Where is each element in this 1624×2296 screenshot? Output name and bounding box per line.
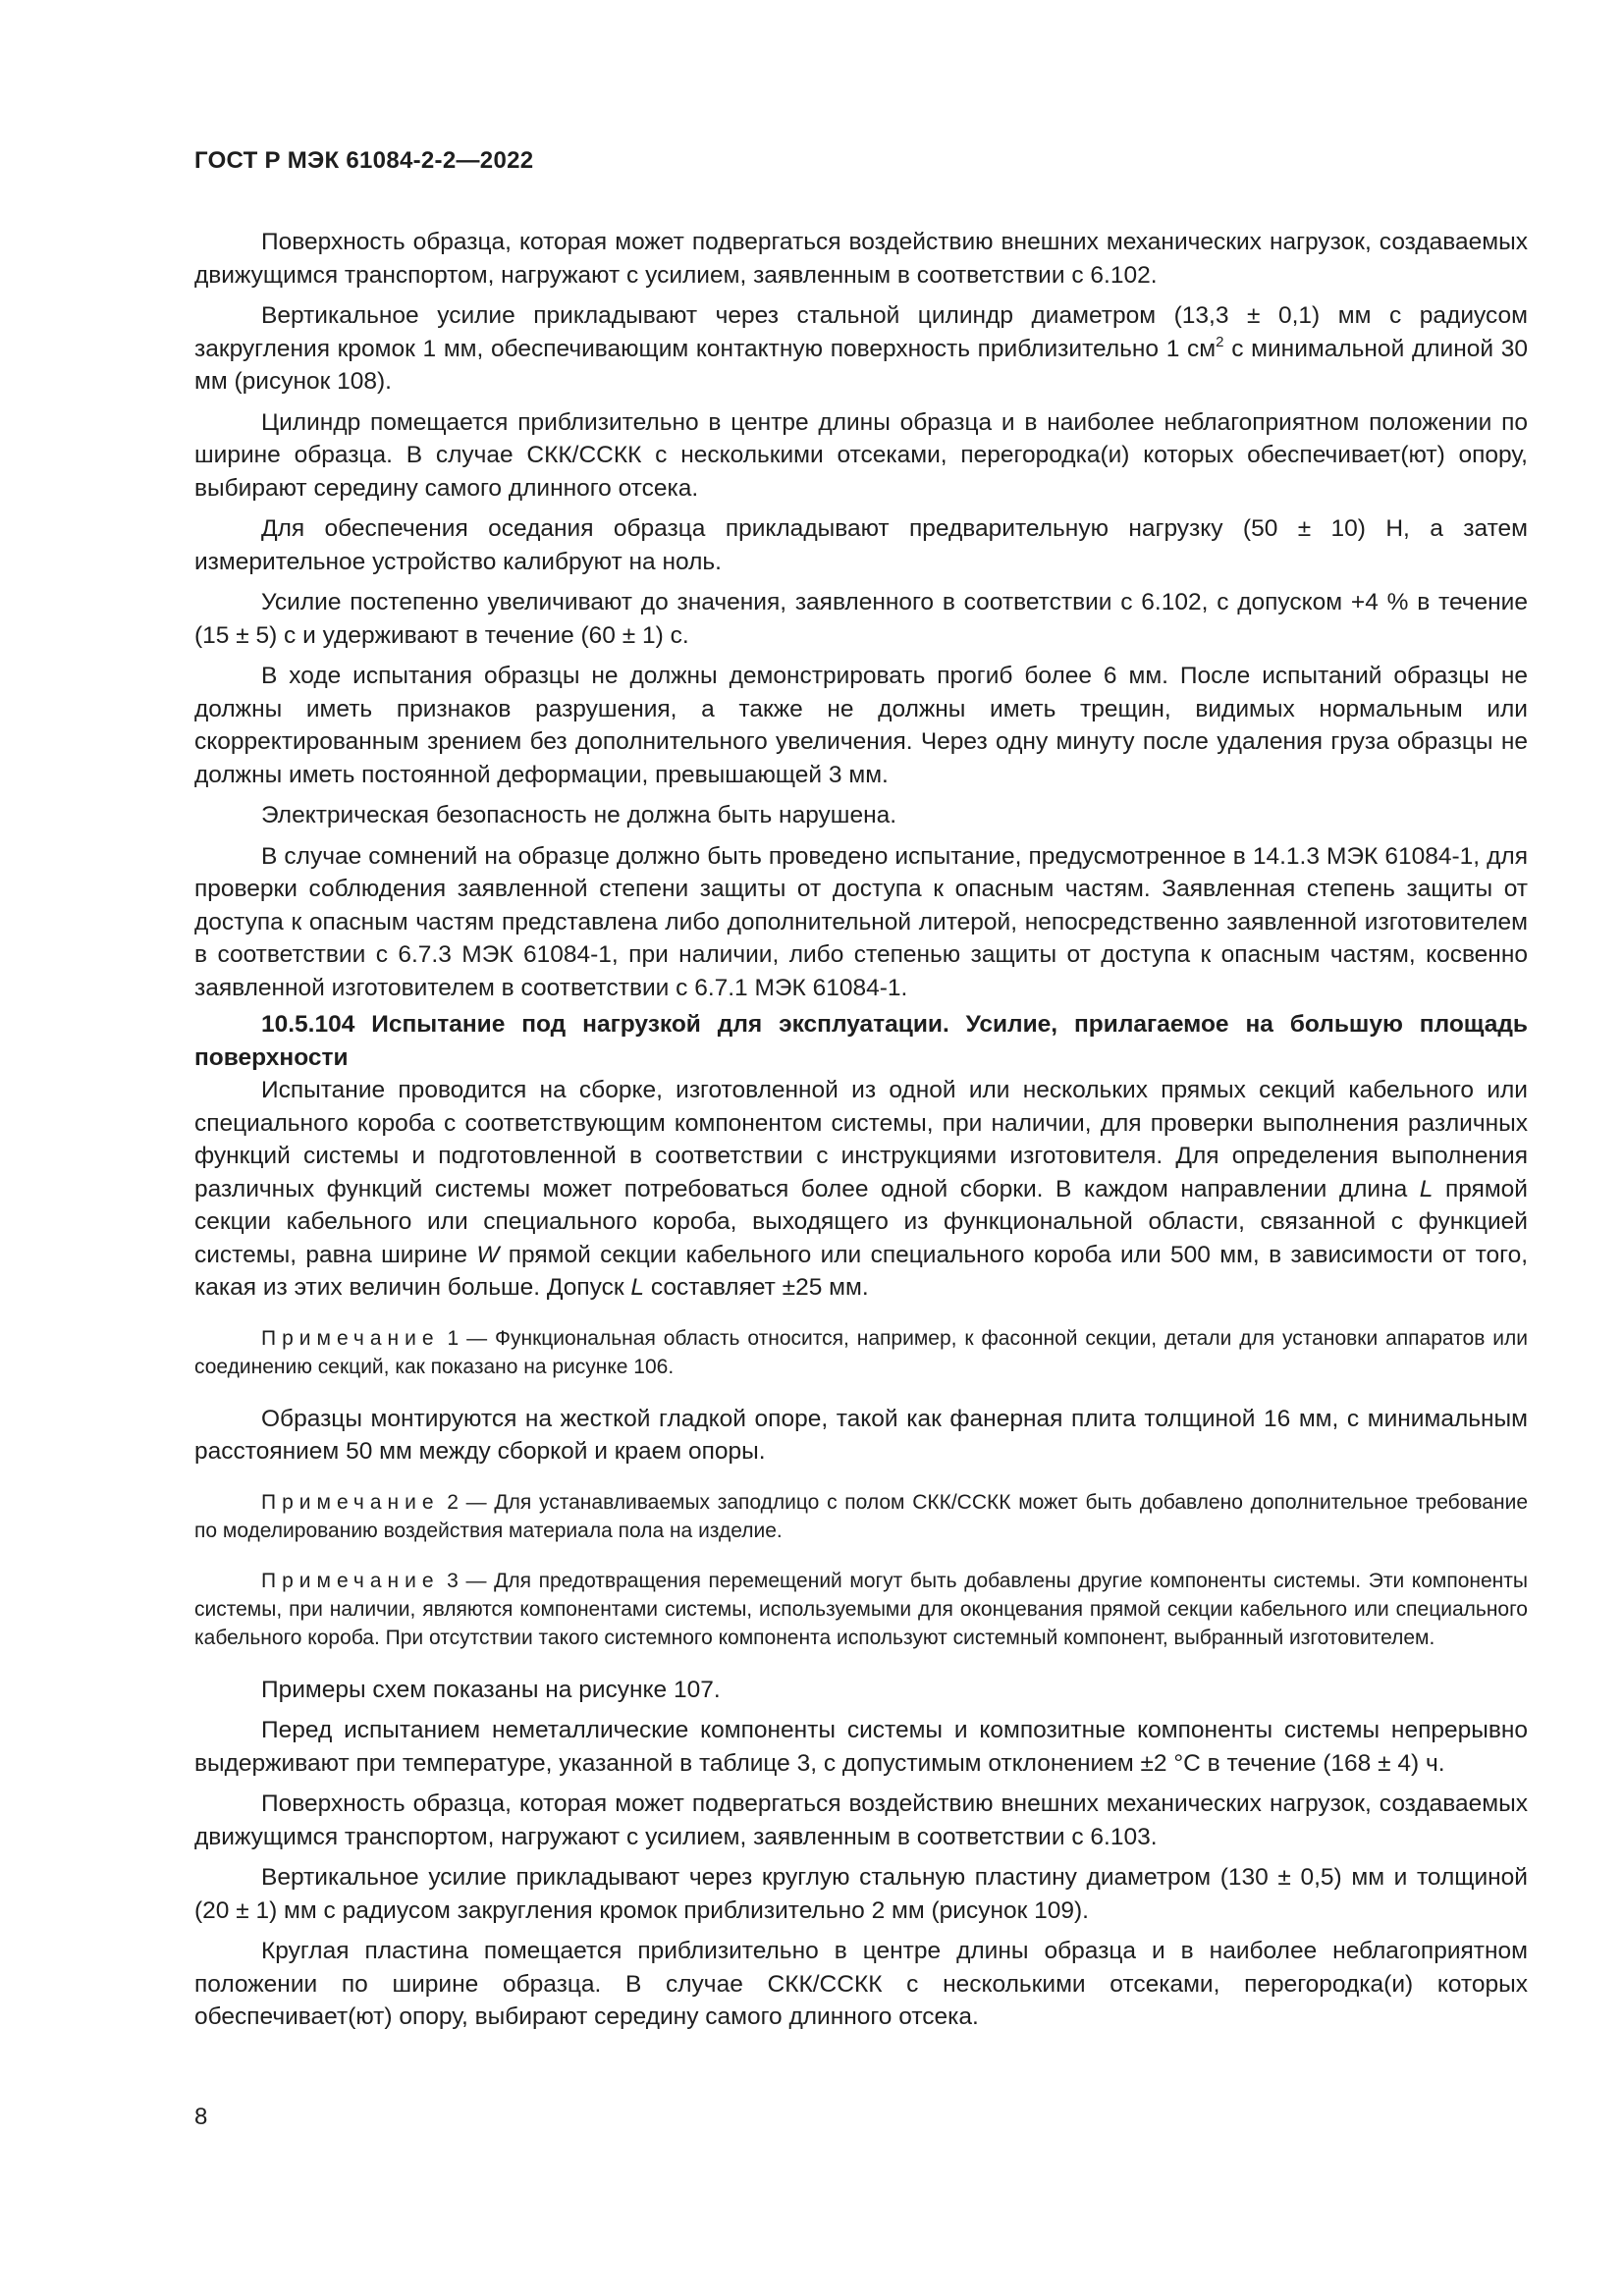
paragraph-assembly-test xyxy=(194,1074,1528,1305)
note-label: Примечание xyxy=(261,1326,440,1350)
note-2 xyxy=(194,1488,1528,1545)
paragraph-examples: Примеры схем показаны на рисунке 107. xyxy=(261,1676,721,1703)
paragraph-preload: Для обеспечения оседания образца прикладывают предварительную нагрузку (50 ± 10) Н, а затем измерительное устройство калибруют на ноль. xyxy=(194,515,1528,575)
superscript: 2 xyxy=(1216,333,1224,350)
symbol-W: W xyxy=(476,1241,500,1268)
paragraph-text: прямой секции кабельного или специального короба, выходящего из функциональной области, связанной с функцией системы, равна ширине xyxy=(194,1175,1528,1268)
section-heading-10-5-104: 10.5.104 Испытание под нагрузкой для эксплуатации. Усилие, прилагаемое на большую площадь поверхности xyxy=(194,1011,1528,1071)
paragraph-cylinder-position: Цилиндр помещается приблизительно в центре длины образца и в наиболее неблагоприятном положении по ширине образца. В случае СКК/ССКК с несколькими отсеками, перегородка(и) которых обеспечивает(ют) опору, выбирают середину самого длинного отсека. xyxy=(194,408,1528,502)
document-header: ГОСТ Р МЭК 61084-2-2—2022 xyxy=(194,147,534,174)
paragraph-text: Испытание проводится на сборке, изготовленной из одной или нескольких прямых секций кабельного или специального короба с соответствующим компонентом системы, при наличии, для проверки выполнения различных функций системы и подготовленной в соответствии с инструкциями изготовителя. Для определения выполнения различных функций системы может потребоваться более одной сборки. В каждом направлении длина xyxy=(194,1077,1528,1202)
paragraph-surface-load-6-103: Поверхность образца, которая может подвергаться воздействию внешних механических нагрузок, создаваемых движущимся транспортом, нагружают с усилием, заявленным в соответствии с 6.103. xyxy=(194,1790,1528,1850)
symbol-L: L xyxy=(1419,1175,1434,1202)
note-text: 1 — Функциональная область относится, например, к фасонной секции, детали для установки аппаратов или соединению секций, как показано на рисунке 106. xyxy=(194,1326,1528,1378)
paragraph-doubt-test: В случае сомнений на образце должно быть проведено испытание, предусмотренное в 14.1.3 МЭК 61084-1, для проверки соблюдения заявленной степени защиты от доступа к опасным частям. Заявленная степень защиты от доступа к опасным частям представлена либо дополнительной литерой, непосредственно заявленной изготовителем в соответствии с 6.7.3 МЭК 61084-1, при наличии, либо степенью защиты от доступа к опасным частям, косвенно заявленной изготовителем в соответствии с 6.7.1 МЭК 61084-1. xyxy=(194,842,1528,1001)
note-label: Примечание xyxy=(261,1490,440,1514)
paragraph-vertical-force-plate: Вертикальное усилие прикладывают через круглую стальную пластину диаметром (130 ± 0,5) мм и толщиной (20 ± 1) мм с радиусом закругления кромок приблизительно 2 мм (рисунок 109). xyxy=(194,1864,1528,1924)
page-number: 8 xyxy=(194,2104,208,2130)
note-3 xyxy=(194,1567,1528,1652)
paragraph-electrical-safety: Электрическая безопасность не должна быть нарушена. xyxy=(261,802,897,828)
note-1 xyxy=(194,1324,1528,1381)
paragraph-text: прямой секции кабельного или специального короба или 500 мм, в зависимости от того, какая из этих величин больше. Допуск xyxy=(194,1241,1528,1301)
paragraph-mounting: Образцы монтируются на жесткой гладкой опоре, такой как фанерная плита толщиной 16 мм, с минимальным расстоянием 50 мм между сборкой и краем опоры. xyxy=(194,1405,1528,1465)
paragraph-text: Вертикальное усилие прикладывают через стальной цилиндр диаметром (13,3 ± 0,1) мм с радиусом закругления кромок 1 мм, обеспечивающим контактную поверхность приблизительно 1 см xyxy=(194,302,1528,362)
paragraph-conditioning: Перед испытанием неметаллические компоненты системы и композитные компоненты системы непрерывно выдерживают при температуре, указанной в таблице 3, с допустимым отклонением ±2 °С в течение (168 ± 4) ч. xyxy=(194,1717,1528,1777)
paragraph-text: составляет ±25 мм. xyxy=(644,1274,869,1301)
symbol-L: L xyxy=(630,1274,645,1301)
paragraph-force-increase: Усилие постепенно увеличивают до значения, заявленного в соответствии с 6.102, с допуском +4 % в течение (15 ± 5) с и удерживают в течение (60 ± 1) с. xyxy=(194,589,1528,649)
paragraph-vertical-force-cylinder xyxy=(194,299,1528,399)
paragraph-text: с минимальной длиной 30 мм (рисунок 108). xyxy=(194,335,1529,395)
paragraph-plate-position: Круглая пластина помещается приблизительно в центре длины образца и в наиболее неблагоприятном положении по ширине образца. В случае СКК/ССКК с несколькими отсеками, перегородка(и) которых обеспечивает(ют) опору, выбирают середину самого длинного отсека. xyxy=(194,1938,1528,2030)
note-text: 2 — Для устанавливаемых заподлицо с полом СКК/ССКК может быть добавлено дополнительное требование по моделированию воздействия материала пола на изделие. xyxy=(194,1490,1528,1542)
document-body xyxy=(194,226,1528,2034)
document-page xyxy=(194,147,1528,2034)
note-label: Примечание xyxy=(261,1569,440,1592)
paragraph-deflection-criteria: В ходе испытания образцы не должны демонстрировать прогиб более 6 мм. После испытаний образцы не должны иметь признаков разрушения, а также не должны иметь трещин, видимых нормальным или скорректированным зрением без дополнительного увеличения. Через одну минуту после удаления груза образцы не должны иметь постоянной деформации, превышающей 3 мм. xyxy=(194,663,1528,788)
note-text: 3 — Для предотвращения перемещений могут быть добавлены другие компоненты системы. Эти компоненты системы, при наличии, являются компонентами системы, используемыми для оконцевания прямой секции кабельного или специального кабельного короба. При отсутствии такого системного компонента используют системный компонент, выбранный изготовителем. xyxy=(194,1569,1528,1649)
paragraph-surface-load-6-102: Поверхность образца, которая может подвергаться воздействию внешних механических нагрузок, создаваемых движущимся транспортом, нагружают с усилием, заявленным в соответствии с 6.102. xyxy=(194,229,1528,289)
